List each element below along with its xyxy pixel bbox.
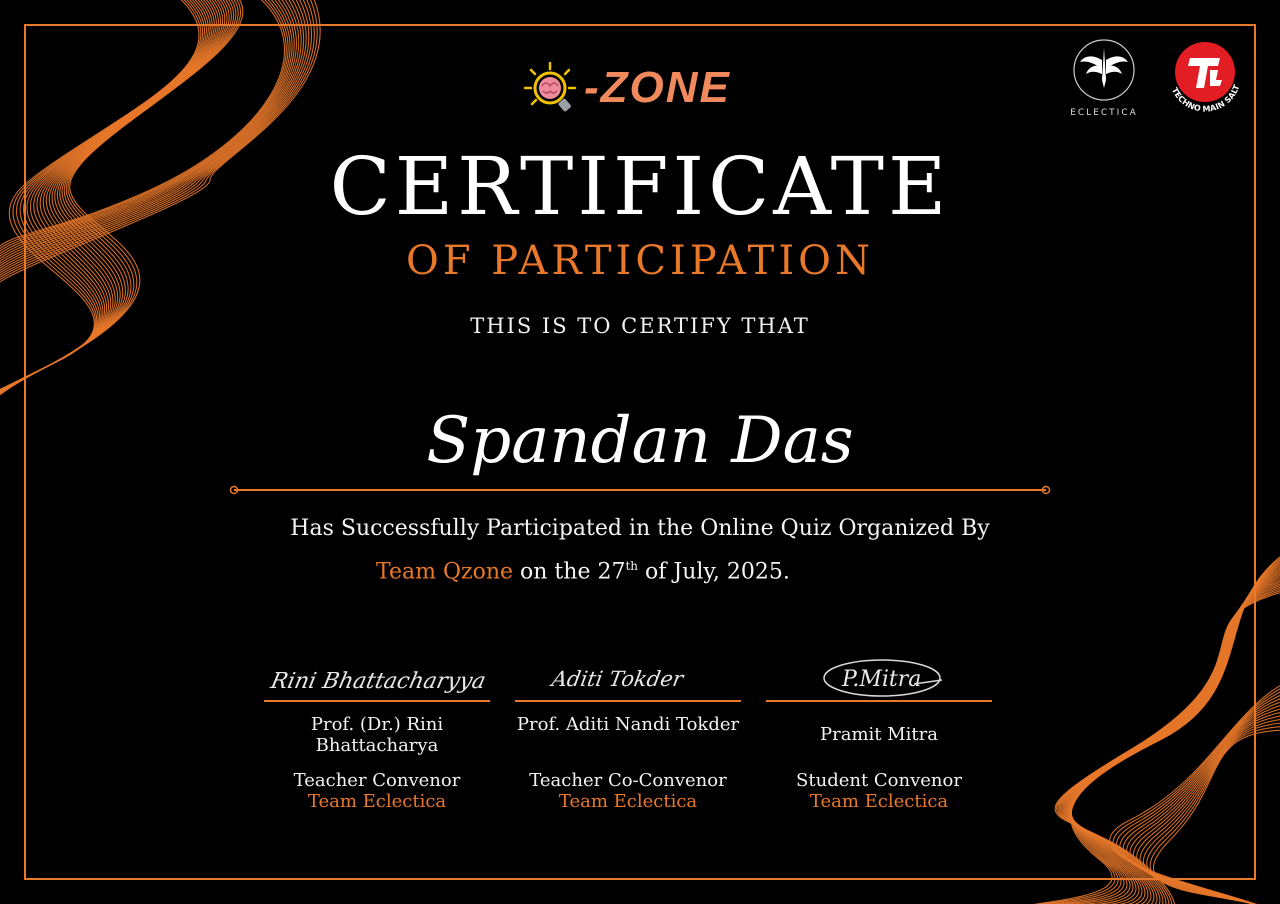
organizer-name: Team Qzone [376, 559, 514, 585]
signatory-role: Teacher Co-Convenor [529, 770, 727, 791]
signature-rini [262, 640, 492, 700]
signatory-role: Student Convenor [796, 770, 962, 791]
signatory-name: Prof. (Dr.) Rini Bhattacharya [310, 714, 444, 756]
recipient-name: Spandan Das [426, 404, 854, 478]
participation-statement: Has Successfully Participated in the Online Quiz Organized By [290, 516, 990, 541]
event-date-line [376, 559, 976, 584]
techno-caption: TECHNO MAIN SALT [1169, 83, 1242, 114]
certificate-title: CERTIFICATE [329, 140, 951, 233]
logo-wordmark: -ZONE [584, 63, 731, 112]
signatory-2 [513, 640, 743, 812]
signatory-1 [262, 640, 492, 812]
svg-text:P.Mitra: P.Mitra [842, 667, 922, 692]
signature-aditi [513, 640, 743, 700]
certificate-subtitle: OF PARTICIPATION [406, 238, 874, 284]
name-underline [228, 484, 1052, 496]
signatory-name: Pramit Mitra [820, 724, 938, 745]
qzone-logo [522, 58, 762, 118]
eclectica-caption: ECLECTICA [1070, 108, 1138, 118]
signature-pramit [764, 640, 994, 700]
signatory-name: Prof. Aditi Nandi Tokder [516, 714, 740, 735]
eclectica-logo [1068, 36, 1140, 122]
signatory-team: Team Eclectica [307, 791, 447, 812]
techno-t-icon [1160, 34, 1250, 124]
signature-line [766, 700, 992, 702]
signature-line [515, 700, 741, 702]
signature-line [264, 700, 490, 702]
signatory-team: Team Eclectica [809, 791, 949, 812]
certify-line: THIS IS TO CERTIFY THAT [470, 314, 810, 338]
ordinal-suffix: th [625, 559, 639, 573]
date-suffix: of July, 2025. [638, 559, 790, 585]
signatory-3 [764, 640, 994, 812]
signatory-team: Team Eclectica [558, 791, 698, 812]
date-prefix: on the 27 [513, 559, 626, 585]
brain-lightbulb-icon [522, 60, 578, 116]
signatory-role: Teacher Convenor [293, 770, 461, 791]
svg-text:Rini Bhattacharyya: Rini Bhattacharyya [268, 668, 489, 694]
svg-text:Aditi Tokder: Aditi Tokder [550, 666, 686, 691]
techno-main-logo [1160, 34, 1250, 124]
winged-sword-icon [1068, 36, 1140, 104]
